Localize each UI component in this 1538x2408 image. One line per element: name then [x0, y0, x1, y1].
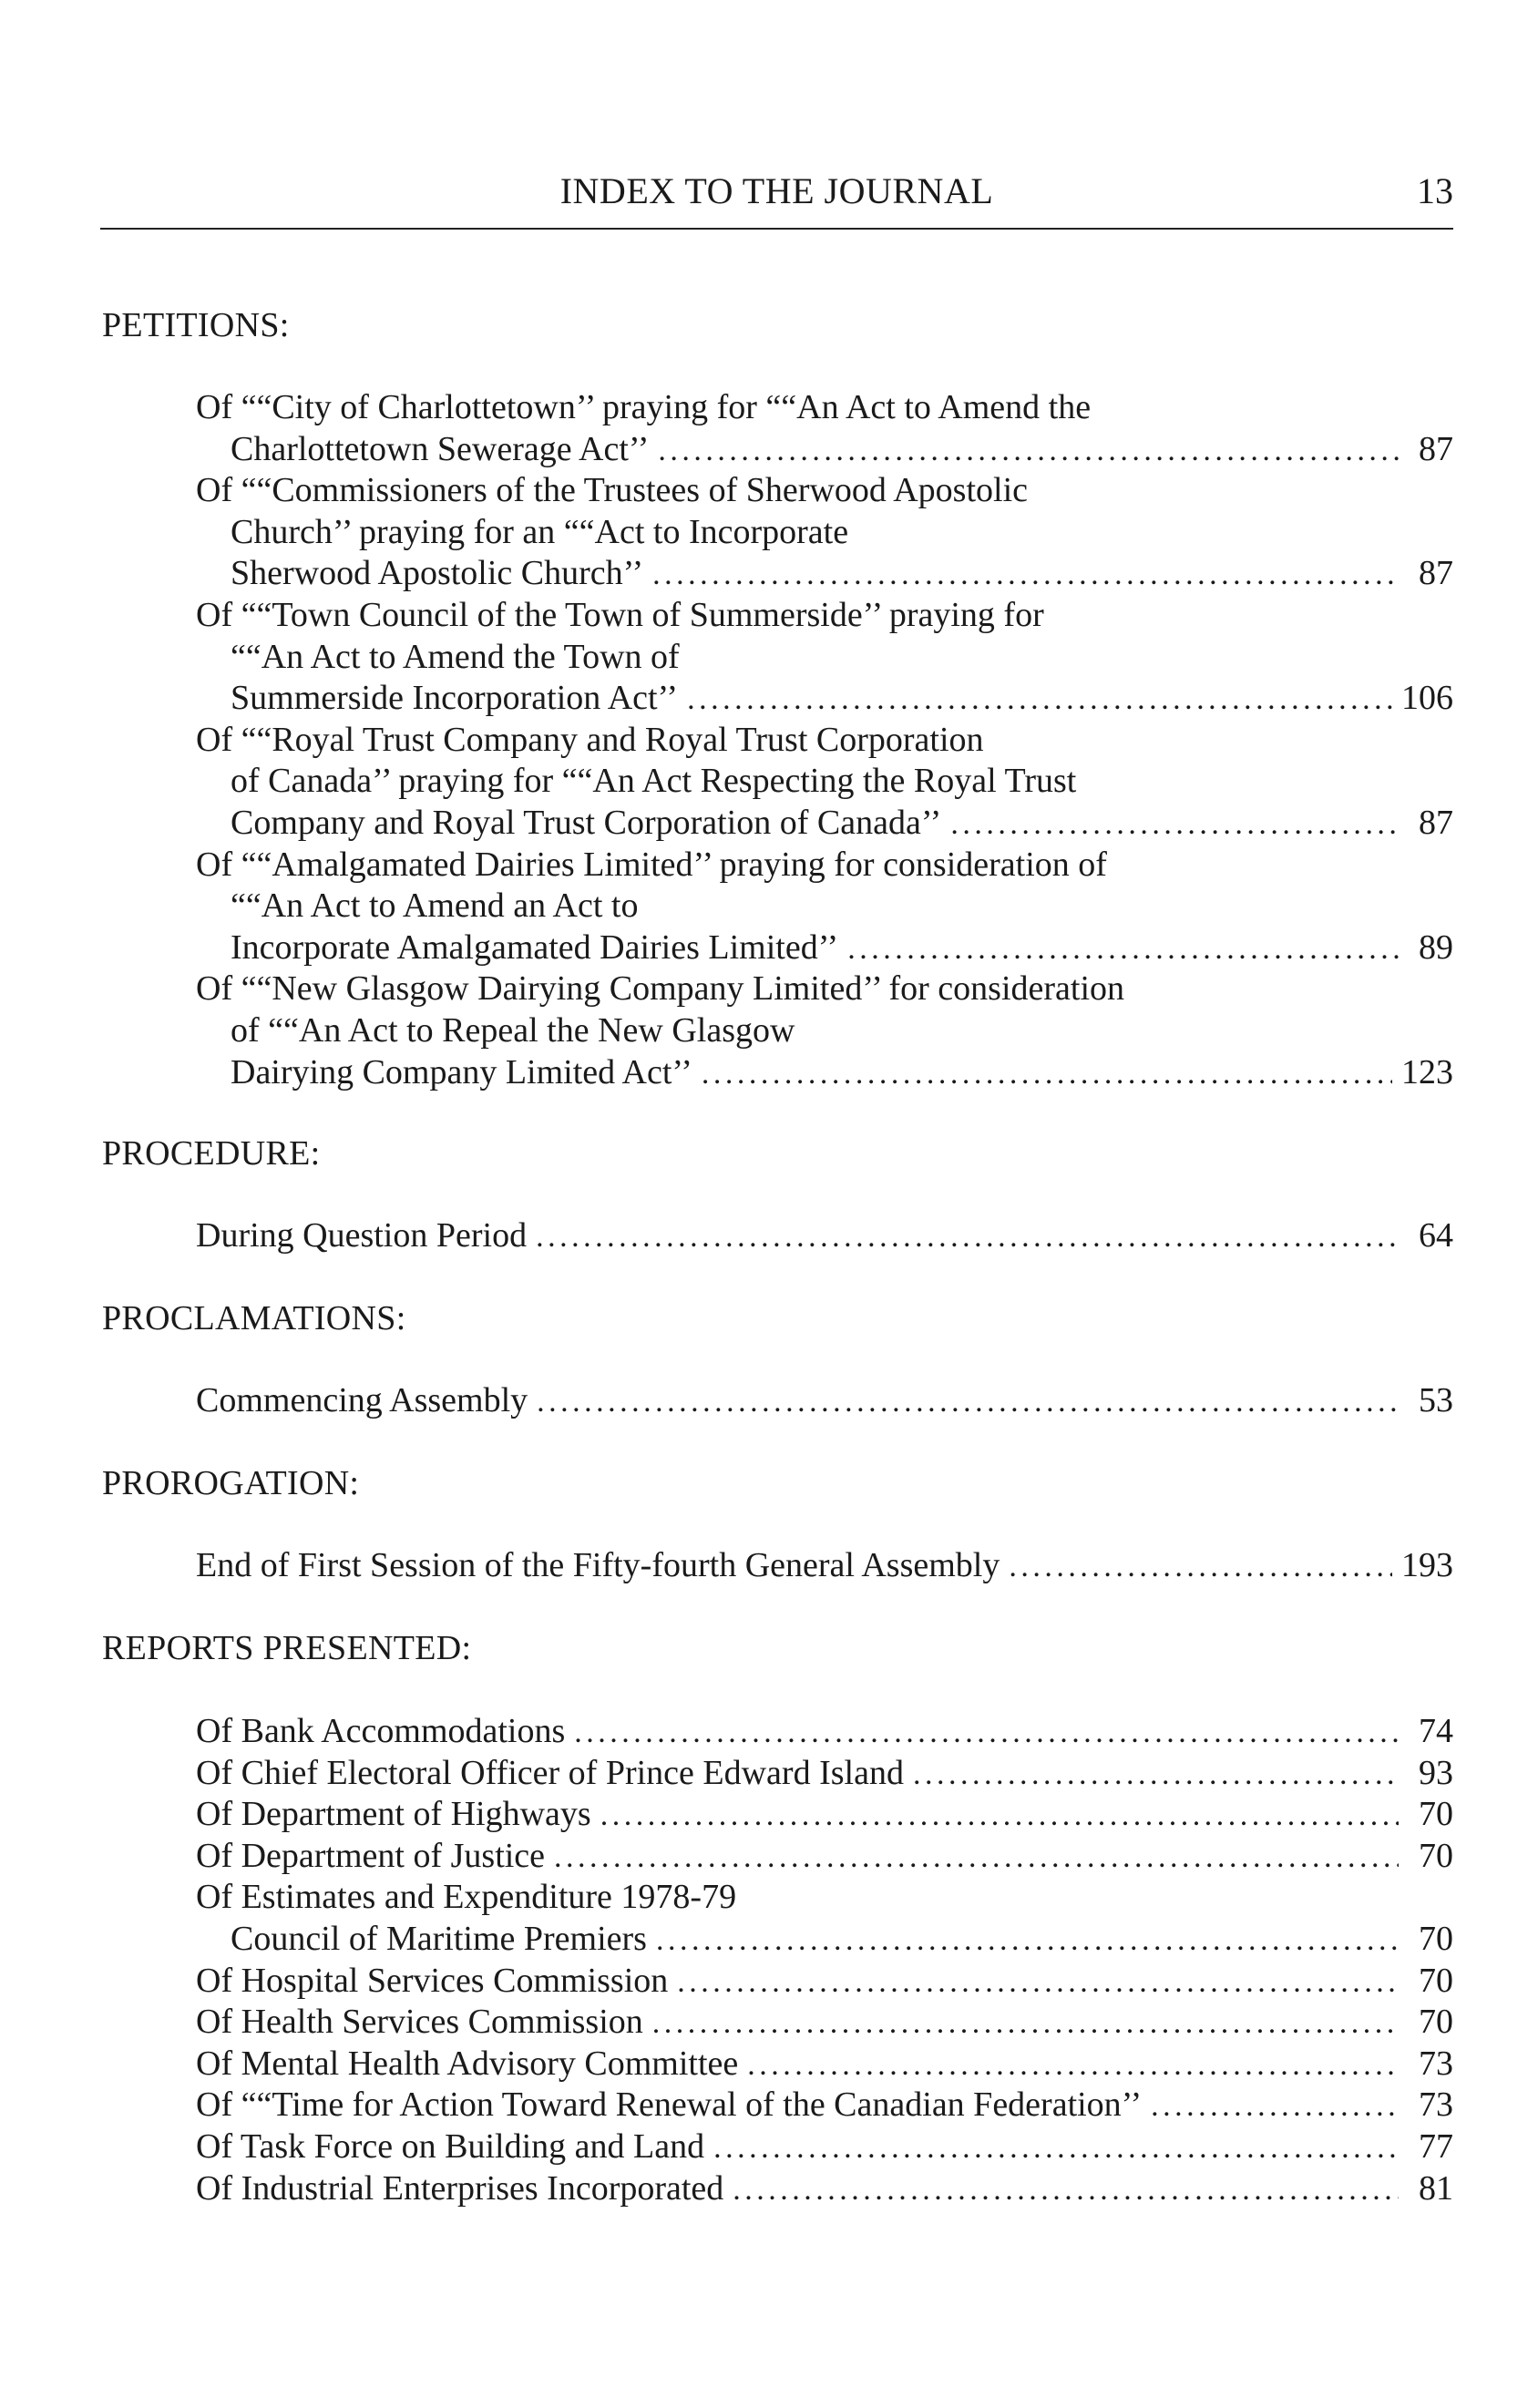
- entry-line: Of ““Amalgamated Dairies Limited’’ praying for consideration of: [196, 845, 1107, 884]
- entry-line: Commencing Assembly: [196, 1381, 528, 1419]
- entry-page-number: 89: [1419, 927, 1453, 967]
- entry-line: Of Estimates and Expenditure 1978-79: [196, 1878, 737, 1917]
- entry-line: Sherwood Apostolic Church’’: [231, 554, 644, 593]
- entry-line: End of First Session of the Fifty-fourth General Assembly: [196, 1546, 1000, 1584]
- entry-line: Summerside Incorporation Act’’: [231, 679, 679, 718]
- section-title-proclamations: PROCLAMATIONS:: [102, 1299, 406, 1337]
- dot-leader: [554, 1837, 1399, 1879]
- index-entry: [196, 1380, 1453, 1422]
- entry-page-number: 73: [1419, 2085, 1453, 2125]
- index-entry: [196, 387, 1453, 470]
- entry-line: Of ““Commissioners of the Trustees of Sherwood Apostolic: [196, 471, 1029, 510]
- dot-leader: [687, 679, 1392, 721]
- page-header: [100, 164, 1453, 219]
- entry-page-number: 70: [1419, 1795, 1453, 1834]
- section-entries-proclamations: [196, 1380, 1453, 1422]
- dot-leader: [847, 928, 1399, 970]
- entry-line: Of Hospital Services Commission: [196, 1961, 669, 2000]
- index-entry: [196, 2126, 1453, 2168]
- entry-line: ““An Act to Amend the Town of: [231, 637, 680, 676]
- index-entry: [196, 2168, 1453, 2210]
- entry-line: Of Task Force on Building and Land: [196, 2126, 705, 2166]
- section-title-procedure: PROCEDURE:: [102, 1134, 321, 1173]
- page-title: INDEX TO THE JOURNAL: [559, 170, 994, 211]
- dot-leader: [536, 1216, 1399, 1258]
- entry-page-number: 123: [1401, 1052, 1453, 1091]
- entry-line: Incorporate Amalgamated Dairies Limited’’: [231, 927, 839, 967]
- index-entry: [196, 1877, 1453, 1960]
- entry-page-number: 193: [1401, 1546, 1453, 1584]
- section-entries-reports-presented: [196, 1711, 1453, 2209]
- entry-line: Dairying Company Limited Act’’: [231, 1052, 692, 1091]
- entry-line: Of ““New Glasgow Dairying Company Limited’’ for consideration: [196, 969, 1125, 1009]
- entry-page-number: 81: [1419, 2168, 1453, 2208]
- entry-line: Of Department of Justice: [196, 1836, 546, 1875]
- section-entries-prorogation: [196, 1545, 1453, 1587]
- index-entry: [196, 2044, 1453, 2085]
- index-entry: [196, 845, 1453, 969]
- entry-line: Of Department of Highways: [196, 1795, 591, 1834]
- section-entries-procedure: [196, 1215, 1453, 1257]
- entry-line: During Question Period: [196, 1216, 528, 1255]
- index-entry: [196, 470, 1453, 595]
- entry-line: Of ““Time for Action Toward Renewal of the Canadian Federation’’: [196, 2085, 1143, 2125]
- entry-page-number: 93: [1419, 1753, 1453, 1792]
- entry-line: Company and Royal Trust Corporation of Canada’’: [231, 803, 942, 842]
- section-entries-petitions: [196, 387, 1453, 1093]
- page-number: 13: [1417, 170, 1453, 211]
- index-entry: [196, 1545, 1453, 1587]
- dot-leader: [677, 1962, 1399, 2003]
- entry-page-number: 70: [1419, 1961, 1453, 2000]
- entry-page-number: 74: [1419, 1712, 1453, 1750]
- entry-line: ““An Act to Amend an Act to: [231, 886, 639, 926]
- dot-leader: [702, 1053, 1392, 1095]
- entry-page-number: 64: [1419, 1216, 1453, 1255]
- dot-leader: [733, 2169, 1399, 2211]
- index-entry: [196, 2002, 1453, 2044]
- index-entry: [196, 1711, 1453, 1753]
- dot-leader: [1009, 1546, 1392, 1588]
- dot-leader: [658, 430, 1399, 472]
- entry-line: Of ““City of Charlottetown’’ praying for ““An Act to Amend the: [196, 388, 1092, 426]
- dot-leader: [1151, 2085, 1399, 2127]
- entry-line: Of ““Town Council of the Town of Summerside’’ praying for: [196, 595, 1044, 634]
- dot-leader: [950, 804, 1399, 845]
- entry-page-number: 73: [1419, 2044, 1453, 2083]
- dot-leader: [652, 2003, 1399, 2044]
- entry-line: Council of Maritime Premiers: [231, 1919, 647, 1958]
- index-entry: [196, 1961, 1453, 2003]
- entry-line: Of Industrial Enterprises Incorporated: [196, 2168, 724, 2208]
- section-title-petitions: PETITIONS:: [102, 306, 290, 344]
- entry-page-number: 87: [1419, 803, 1453, 842]
- entry-line: Of Health Services Commission: [196, 2003, 643, 2042]
- entry-line: of Canada’’ praying for ““An Act Respecting the Royal Trust: [231, 762, 1077, 801]
- index-entry: [196, 968, 1453, 1093]
- index-entry: [196, 1794, 1453, 1836]
- header-rule: [100, 228, 1453, 230]
- entry-line: Of Chief Electoral Officer of Prince Edward Island: [196, 1753, 904, 1792]
- dot-leader: [537, 1381, 1399, 1423]
- section-title-prorogation: PROROGATION:: [102, 1464, 360, 1502]
- section-title-reports-presented: REPORTS PRESENTED:: [102, 1629, 472, 1667]
- entry-page-number: 70: [1419, 1919, 1453, 1958]
- entry-line: of ““An Act to Repeal the New Glasgow: [231, 1010, 795, 1050]
- dot-leader: [574, 1712, 1399, 1754]
- entry-page-number: 106: [1401, 679, 1453, 718]
- dot-leader: [913, 1754, 1399, 1796]
- dot-leader: [656, 1920, 1399, 1962]
- entry-line: Of Mental Health Advisory Committee: [196, 2044, 739, 2083]
- entry-page-number: 70: [1419, 2003, 1453, 2042]
- index-entry: [196, 1836, 1453, 1878]
- index-entry: [196, 595, 1453, 720]
- index-entry: [196, 1753, 1453, 1795]
- entry-page-number: 87: [1419, 554, 1453, 593]
- dot-leader: [713, 2127, 1399, 2169]
- index-entry: [196, 720, 1453, 845]
- index-entry: [196, 1215, 1453, 1257]
- dot-leader: [747, 2044, 1399, 2086]
- entry-page-number: 77: [1419, 2126, 1453, 2166]
- index-entry: [196, 2085, 1453, 2126]
- entry-line: Of ““Royal Trust Company and Royal Trust Corporation: [196, 720, 984, 759]
- entry-line: Church’’ praying for an ““Act to Incorporate: [231, 512, 849, 551]
- dot-leader: [652, 554, 1399, 596]
- entry-page-number: 87: [1419, 429, 1453, 468]
- entry-page-number: 70: [1419, 1836, 1453, 1875]
- entry-page-number: 53: [1419, 1381, 1453, 1419]
- dot-leader: [600, 1795, 1399, 1837]
- entry-line: Of Bank Accommodations: [196, 1712, 566, 1750]
- entry-line: Charlottetown Sewerage Act’’: [231, 429, 650, 468]
